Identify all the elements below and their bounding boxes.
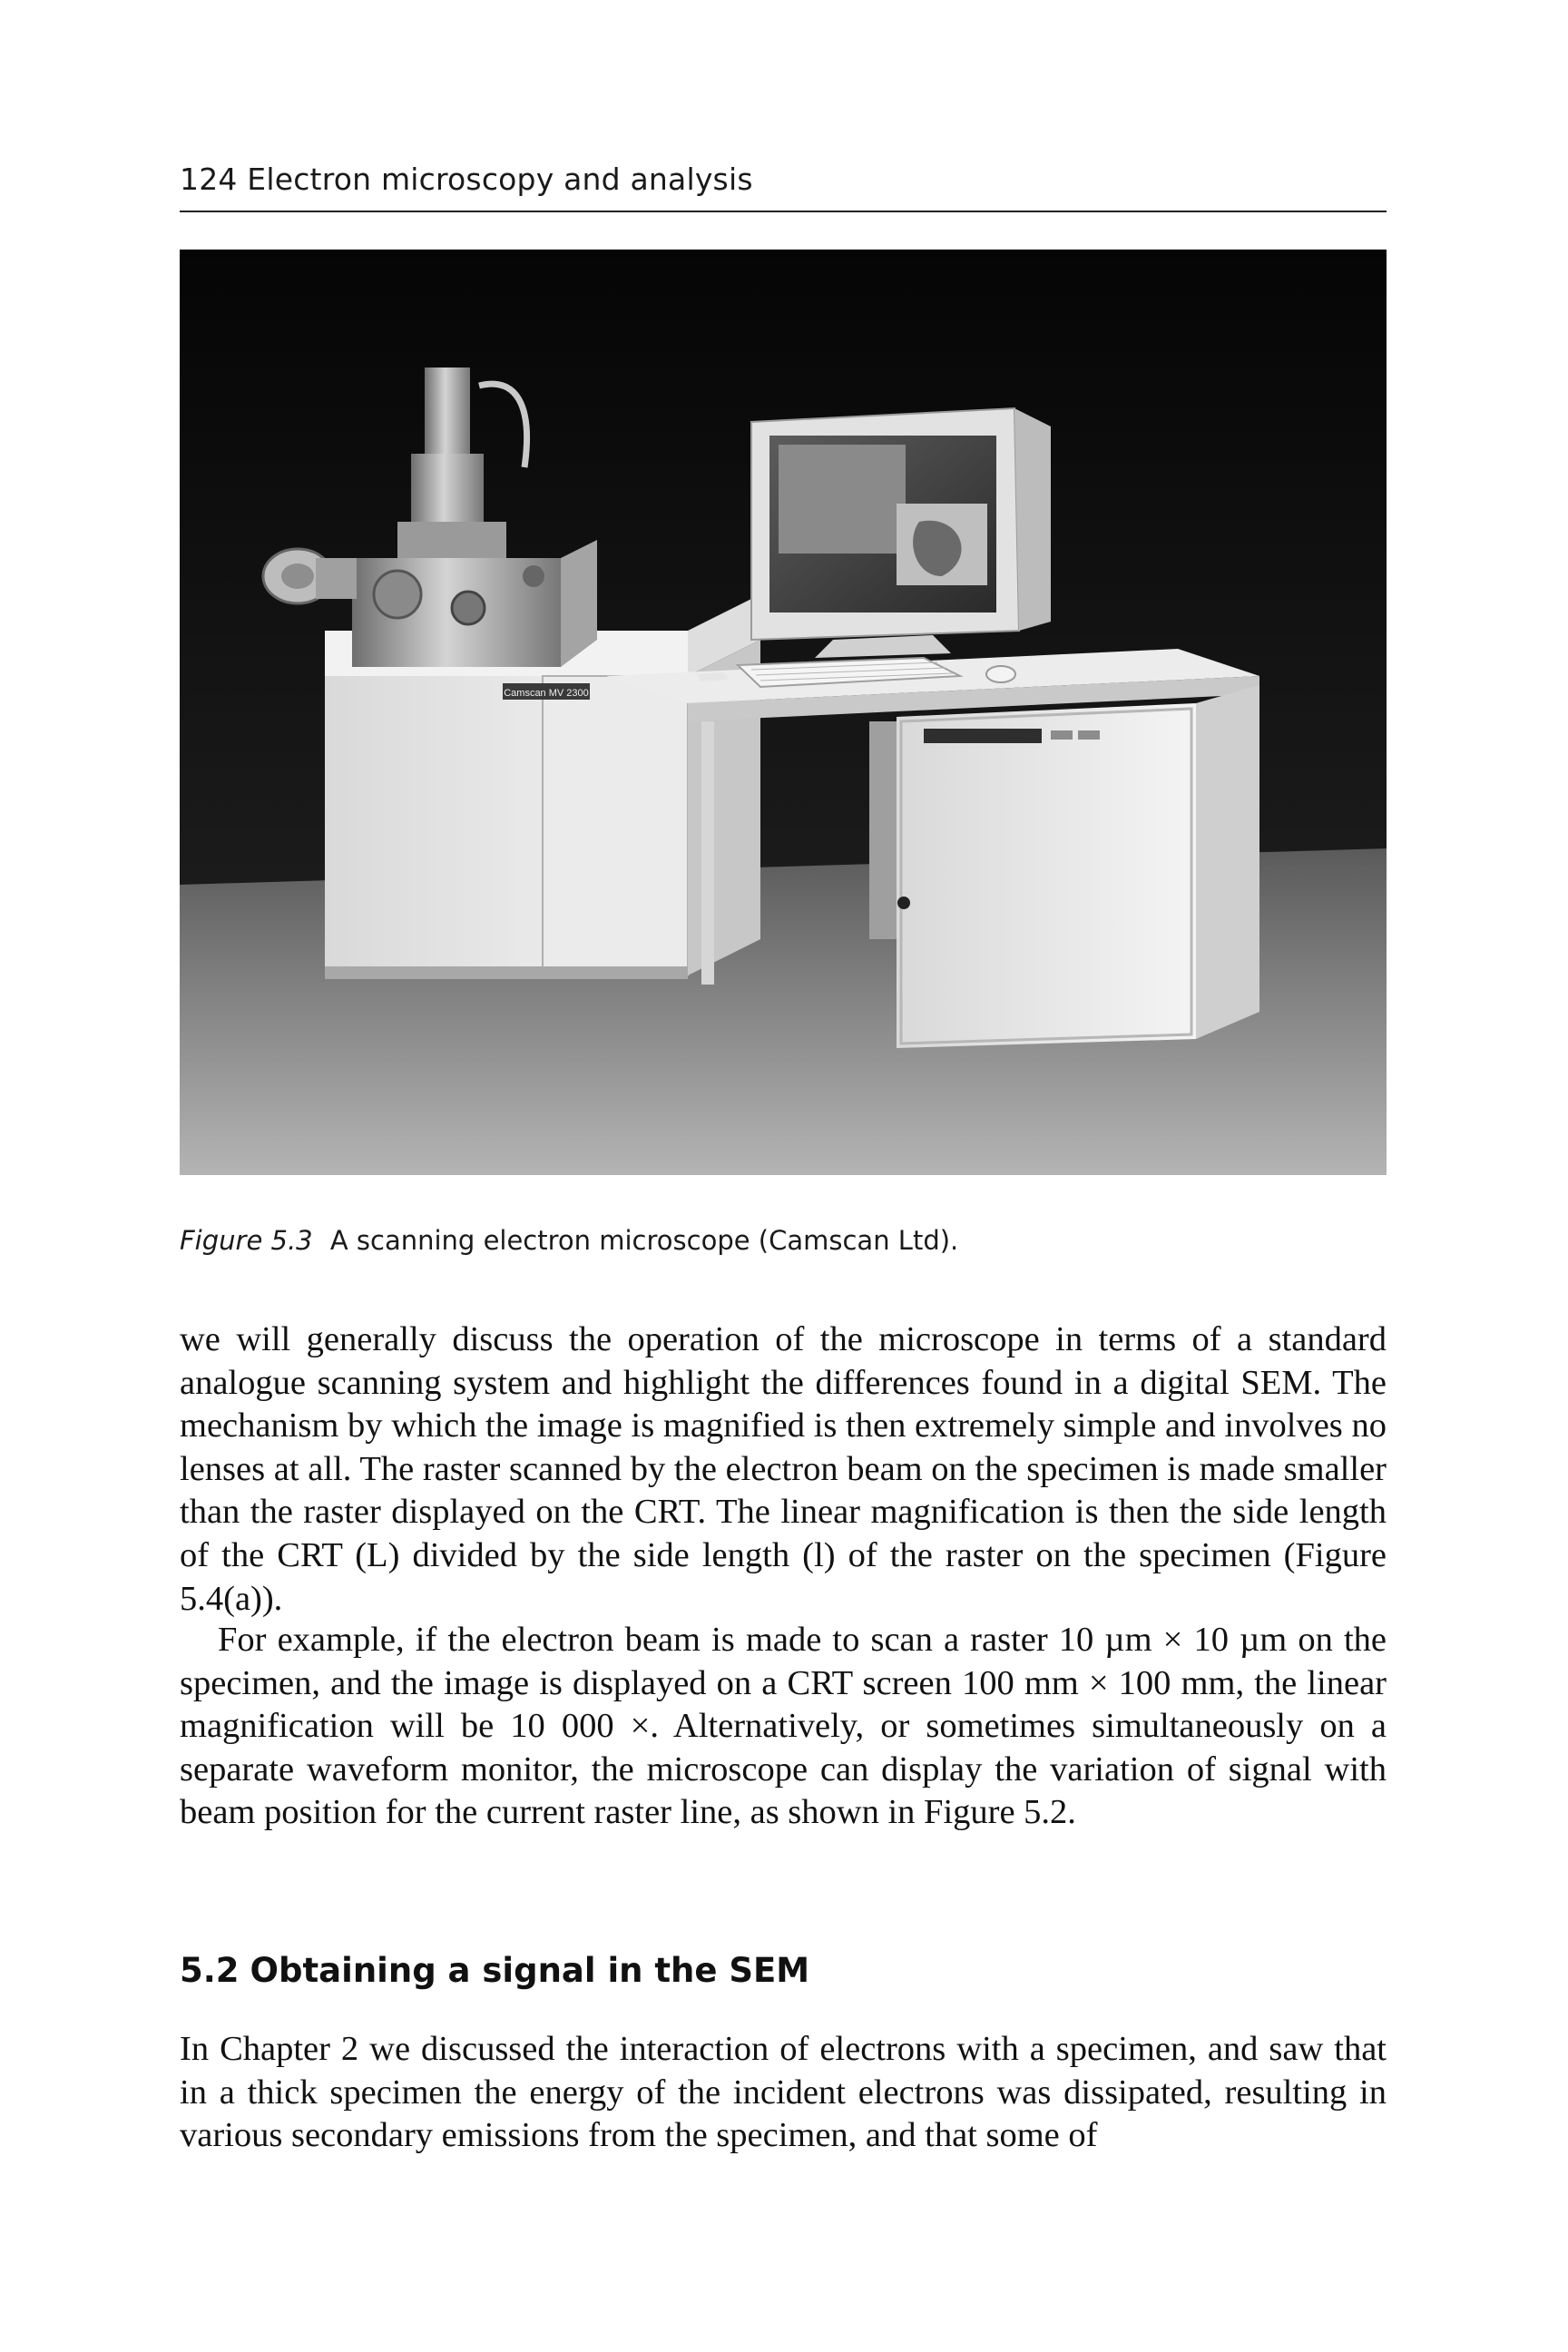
figure-photo xyxy=(180,250,1387,1175)
body-paragraph: For example, if the electron beam is made to scan a raster 10 µm × 10 µm on the specimen, and the image is displayed on a CRT screen 100 mm × 100 mm, the linear magnification will be 10 000 ×. Alternatively, or sometimes simultaneously on a separate waveform monitor, the microscope can display the variation of signal with beam position for the current raster line, as shown in Figure 5.2. xyxy=(180,1621,1387,1832)
figure-label: Figure 5.3 xyxy=(180,1225,313,1256)
section-heading xyxy=(180,1951,809,1990)
nameplate-text: Camscan MV 2300 xyxy=(504,688,589,699)
body-paragraph: In Chapter 2 we discussed the interaction of electrons with a specimen, and saw that in a thick specimen the energy of the incident electrons was dissipated, resulting in various secondary emissions from the specimen, and that some of xyxy=(180,2030,1387,2155)
page-number: 124 xyxy=(180,162,238,197)
figure-caption-text: A scanning electron microscope (Camscan Ltd). xyxy=(329,1225,959,1256)
running-head xyxy=(180,162,753,197)
body-paragraph: we will generally discuss the operation of the microscope in terms of a standard analogue scanning system and highlight the differences found in a digital SEM. The mechanism by which the image is magnified is then extremely simple and involves no lenses at all. The raster scanned by the electron beam on the specimen is made smaller than the raster displayed on the CRT. The linear magnification is then the side length of the CRT (L) divided by the side length (l) of the raster on the specimen (Figure 5.4(a)). xyxy=(180,1320,1387,1618)
book-title: Electron microscopy and analysis xyxy=(247,162,753,197)
header-rule xyxy=(180,211,1387,212)
figure-caption xyxy=(180,1225,958,1256)
section-title: Obtaining a signal in the SEM xyxy=(250,1951,810,1990)
section-number: 5.2 xyxy=(180,1951,240,1990)
sem-photograph xyxy=(180,250,1387,1175)
